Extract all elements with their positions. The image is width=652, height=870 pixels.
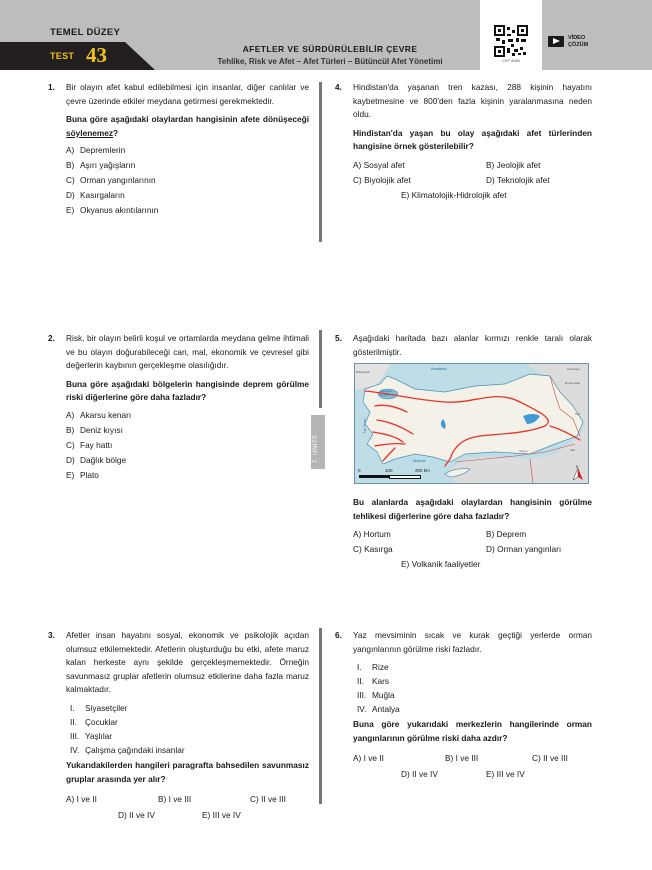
- question-prompt: Buna göre aşağıdaki bölgelerin hangisinde deprem görülme riski diğerlerine göre daha fazladır?: [66, 378, 309, 403]
- video-label-line2: ÇÖZÜM: [568, 41, 589, 48]
- option-text: Orman yangınları: [497, 544, 562, 555]
- option-text: Okyanus akıntılarının: [80, 205, 159, 216]
- option-letter: C): [532, 753, 541, 764]
- question-stem: Aşağıdaki haritada bazı alanlar kırmızı renkle taralı olarak gösterilmiştir.: [353, 333, 592, 357]
- statement-list: [357, 660, 592, 716]
- statement-item: [357, 660, 592, 674]
- question-5: [335, 332, 592, 359]
- map-label-bulgaria: Bulgaristan: [356, 370, 370, 374]
- unit-title: AFETLER VE SÜRDÜRÜLEBİLİR ÇEVRE: [242, 44, 418, 54]
- test-label: TEST: [50, 51, 75, 61]
- difficulty-level: TEMEL DÜZEY: [50, 27, 121, 38]
- statement-numeral: IV.: [70, 744, 80, 755]
- option-text: Fay hattı: [80, 439, 113, 450]
- answer-option-e[interactable]: [486, 767, 525, 782]
- option-letter: A): [353, 529, 362, 540]
- option-text: I ve III: [168, 794, 192, 805]
- option-letter: B): [158, 794, 167, 805]
- question-prompt: [66, 113, 309, 140]
- answer-option-b[interactable]: [66, 423, 309, 438]
- option-text: Kasırgaların: [80, 190, 125, 201]
- answer-options: [353, 527, 592, 575]
- scale-bar-black: [359, 475, 389, 478]
- qr-code-icon[interactable]: [494, 25, 528, 57]
- option-letter: A): [66, 794, 75, 805]
- prompt-emphasis: söylenemez: [66, 127, 114, 138]
- map-label-armenia: Ermenistan: [565, 381, 581, 385]
- question-stem: Risk, bir olayın belirli koşul ve ortamlarda meydana gelme ihtimali ve bu olayın doğurabileceği can, mal, ekonomik ve çevresel gibi değerlerin kaybının gerçekleşme olasılığıdır.: [66, 333, 309, 371]
- statement-item: [70, 701, 309, 715]
- answer-option-b[interactable]: [486, 158, 540, 173]
- test-bar-shape: [0, 42, 160, 70]
- option-letter: B): [445, 753, 454, 764]
- question-number: 4.: [335, 82, 342, 92]
- statement-item: [357, 674, 592, 688]
- option-letter: A): [353, 753, 362, 764]
- option-letter: D): [118, 810, 127, 821]
- question-6: [335, 629, 592, 785]
- scale-label-0: 0: [358, 468, 361, 473]
- statement-numeral: I.: [357, 662, 362, 673]
- answer-option-d[interactable]: [401, 767, 438, 782]
- answer-options: [353, 158, 592, 206]
- answer-option-d[interactable]: [66, 453, 309, 468]
- option-letter: A): [66, 145, 75, 156]
- answer-option-d[interactable]: [486, 542, 561, 557]
- qr-code-label: CKF 8080: [501, 58, 520, 63]
- statement-numeral: IV.: [357, 704, 367, 715]
- turkey-fault-map: [354, 363, 589, 484]
- option-letter: D): [486, 544, 495, 555]
- answer-option-e[interactable]: [66, 203, 309, 218]
- answer-option-e[interactable]: [66, 468, 309, 483]
- option-letter: E): [401, 189, 410, 200]
- scale-label-200: 200 km: [415, 468, 430, 473]
- answer-options: [66, 792, 309, 826]
- answer-option-a[interactable]: [353, 527, 391, 542]
- option-letter: E): [66, 205, 75, 216]
- map-label-iraq: Irak: [570, 448, 576, 452]
- unit-subtitle: Tehlike, Risk ve Afet – Afet Türleri – Bütüncül Afet Yönetimi: [217, 57, 443, 66]
- answer-option-b[interactable]: [66, 158, 309, 173]
- map-graphic: [355, 364, 588, 483]
- option-text: Klimatolojik-Hidrolojik afet: [411, 189, 507, 200]
- option-letter: A): [66, 409, 75, 420]
- answer-options: [66, 143, 309, 218]
- question-3: [48, 629, 309, 826]
- option-text: Volkanik faaliyetler: [411, 559, 481, 570]
- answer-option-a[interactable]: [66, 143, 309, 158]
- question-stem: Afetler insan hayatını sosyal, ekonomik ve psikolojik açıdan olumsuz etkilemektedir. Afetlerin oluşturduğu bu etki, afete maruz kalan herkeste aynı şekilde gerçekleşmemektedir. Örneğin savunmasız gruplar afetlerin olumsuz etkilerine daha fazla maruz kalmaktadır.: [66, 630, 309, 695]
- north-label: K: [576, 464, 579, 469]
- statement-numeral: III.: [357, 690, 367, 701]
- question-prompt: Buna göre yukarıdaki merkezlerin hangilerinde orman yangınlarının görülme riski daha azdır?: [353, 719, 592, 743]
- statement-item: [357, 702, 592, 716]
- map-label-georgia: Gürcistan: [567, 367, 580, 371]
- option-letter: C): [250, 794, 259, 805]
- question-4: [335, 81, 592, 206]
- option-letter: B): [486, 159, 495, 170]
- question-number: 6.: [335, 630, 342, 640]
- answer-option-d[interactable]: [66, 188, 309, 203]
- video-label-line1: VİDEO: [568, 35, 586, 41]
- question-prompt: Yukarıdakilerden hangileri paragrafta bahsedilen savunmasız gruplar arasında yer alır?: [66, 759, 309, 784]
- option-text: II ve III: [261, 794, 286, 805]
- answer-option-c[interactable]: [250, 792, 286, 807]
- answer-option-a[interactable]: [353, 158, 405, 173]
- answer-option-b[interactable]: [486, 527, 526, 542]
- prompt-text: Buna göre aşağıdaki olaylardan hangisinin afete dönüşeceği: [66, 114, 309, 125]
- map-label-syria: Suriye: [519, 449, 528, 453]
- option-text: Aşırı yağışların: [80, 160, 136, 171]
- test-bar: [0, 42, 160, 70]
- answer-option-c[interactable]: [66, 173, 309, 188]
- answer-options: [66, 408, 309, 483]
- column-divider: [319, 628, 322, 804]
- answer-option-a[interactable]: [353, 751, 384, 766]
- unit-side-tab: [311, 415, 325, 469]
- option-letter: D): [66, 454, 75, 465]
- option-text: Deniz kıyısı: [80, 424, 123, 435]
- question-number: 5.: [335, 333, 342, 343]
- question-stem: Hindistan'da yaşanan tren kazası, 288 kişinin hayatını kaybetmesine ve 800'den fazla kişinin yaralanmasına neden oldu.: [353, 82, 592, 120]
- answer-option-d[interactable]: [118, 808, 155, 823]
- statement-text: Antalya: [372, 704, 400, 715]
- answer-option-c[interactable]: [353, 542, 393, 557]
- map-label-marmara: Marmara Denizi: [380, 389, 393, 397]
- answer-option-e[interactable]: [202, 808, 241, 823]
- video-solution-button[interactable]: [568, 35, 588, 48]
- option-letter: B): [486, 529, 495, 540]
- option-text: Jeolojik afet: [496, 159, 541, 170]
- answer-option-d[interactable]: [486, 173, 550, 188]
- option-text: Biyolojik afet: [364, 174, 411, 185]
- option-text: I ve III: [455, 753, 479, 764]
- statement-numeral: II.: [70, 716, 77, 727]
- option-letter: D): [486, 174, 495, 185]
- statement-numeral: II.: [357, 676, 364, 687]
- option-letter: A): [353, 159, 362, 170]
- option-text: Orman yangınlarının: [80, 175, 156, 186]
- statement-text: Rize: [372, 662, 389, 673]
- column-divider: [319, 330, 322, 408]
- map-label-mediterranean: Akdeniz: [413, 459, 426, 463]
- option-text: II ve III: [543, 753, 568, 764]
- statement-text: Siyasetçiler: [85, 702, 128, 713]
- question-5-prompt-block: [335, 496, 592, 575]
- option-letter: E): [401, 559, 410, 570]
- option-letter: C): [66, 439, 75, 450]
- statement-list: [70, 701, 309, 757]
- question-number: 2.: [48, 333, 55, 343]
- prompt-end: ?: [113, 127, 119, 138]
- scale-label-100: 100: [385, 468, 393, 473]
- question-stem: Yaz mevsiminin sıcak ve kurak geçtiği yerlerde orman yangınlarının görülme riski fazladır.: [353, 630, 592, 654]
- option-letter: D): [66, 190, 75, 201]
- option-text: Deprem: [496, 529, 527, 540]
- question-prompt: Hindistan'da yaşan bu olay aşağıdaki afet türlerinden hangisine örnek gösterilebilir?: [353, 127, 592, 152]
- question-stem: Bir olayın afet kabul edilebilmesi için insanlar, diğer canlılar ve çevre üzerinde etkiler meydana getirmesi gerekmektedir.: [66, 82, 309, 106]
- statement-item: [70, 743, 309, 757]
- statement-text: Çalışma çağındaki insanlar: [85, 744, 185, 755]
- option-letter: D): [401, 769, 410, 780]
- statement-item: [357, 688, 592, 702]
- map-label-iran: İran: [575, 412, 581, 416]
- option-text: Sosyal afet: [363, 159, 405, 170]
- option-text: III ve IV: [496, 769, 525, 780]
- question-number: 3.: [48, 630, 55, 640]
- option-text: III ve IV: [212, 810, 241, 821]
- answer-option-c[interactable]: [532, 751, 568, 766]
- question-1: [48, 81, 309, 218]
- video-play-icon[interactable]: [548, 36, 564, 47]
- option-text: Dağlık bölge: [80, 454, 127, 465]
- option-text: I ve II: [363, 753, 384, 764]
- option-text: Hortum: [363, 529, 391, 540]
- option-text: I ve II: [76, 794, 97, 805]
- option-text: Akarsu kenarı: [80, 409, 132, 420]
- option-letter: C): [353, 544, 362, 555]
- statement-text: Yaşlılar: [85, 730, 113, 741]
- option-text: II ve IV: [129, 810, 155, 821]
- answer-option-e[interactable]: [401, 557, 480, 572]
- map-label-aegean: Ege Denizi: [362, 418, 367, 434]
- answer-option-c[interactable]: [353, 173, 411, 188]
- statement-text: Çocuklar: [85, 716, 118, 727]
- option-letter: B): [66, 160, 75, 171]
- question-number: 1.: [48, 82, 55, 92]
- option-text: Teknolojik afet: [496, 174, 550, 185]
- question-prompt: Bu alanlarda aşağıdaki olaylardan hangisinin görülme tehlikesi diğerlerine göre daha fazladır?: [353, 497, 592, 521]
- option-text: II ve IV: [412, 769, 438, 780]
- question-2: [48, 332, 309, 483]
- option-letter: E): [486, 769, 495, 780]
- map-label-black-sea: Karadeniz: [431, 367, 447, 371]
- answer-option-a[interactable]: [66, 408, 309, 423]
- statement-text: Kars: [372, 676, 390, 687]
- option-text: Depremlerin: [80, 145, 126, 156]
- answer-option-b[interactable]: [158, 792, 191, 807]
- statement-item: [70, 729, 309, 743]
- statement-numeral: I.: [70, 702, 75, 713]
- option-letter: B): [66, 424, 75, 435]
- option-text: Plato: [80, 469, 99, 480]
- answer-option-c[interactable]: [66, 438, 309, 453]
- answer-options: [353, 751, 592, 785]
- statement-item: [70, 715, 309, 729]
- answer-option-b[interactable]: [445, 751, 478, 766]
- statement-numeral: III.: [70, 730, 80, 741]
- scale-bar-white: [389, 475, 421, 479]
- option-text: Kasırga: [364, 544, 393, 555]
- unit-side-tab-label: 7. ÜNİTE: [313, 434, 319, 463]
- answer-option-a[interactable]: [66, 792, 97, 807]
- option-letter: E): [66, 469, 75, 480]
- option-letter: C): [353, 174, 362, 185]
- statement-text: Muğla: [372, 690, 395, 701]
- test-number: 43: [86, 43, 107, 67]
- option-letter: C): [66, 175, 75, 186]
- north-arrow-icon: [573, 468, 583, 480]
- option-letter: E): [202, 810, 211, 821]
- page-header: [0, 0, 652, 70]
- column-divider: [319, 82, 322, 242]
- answer-option-e[interactable]: [401, 188, 507, 203]
